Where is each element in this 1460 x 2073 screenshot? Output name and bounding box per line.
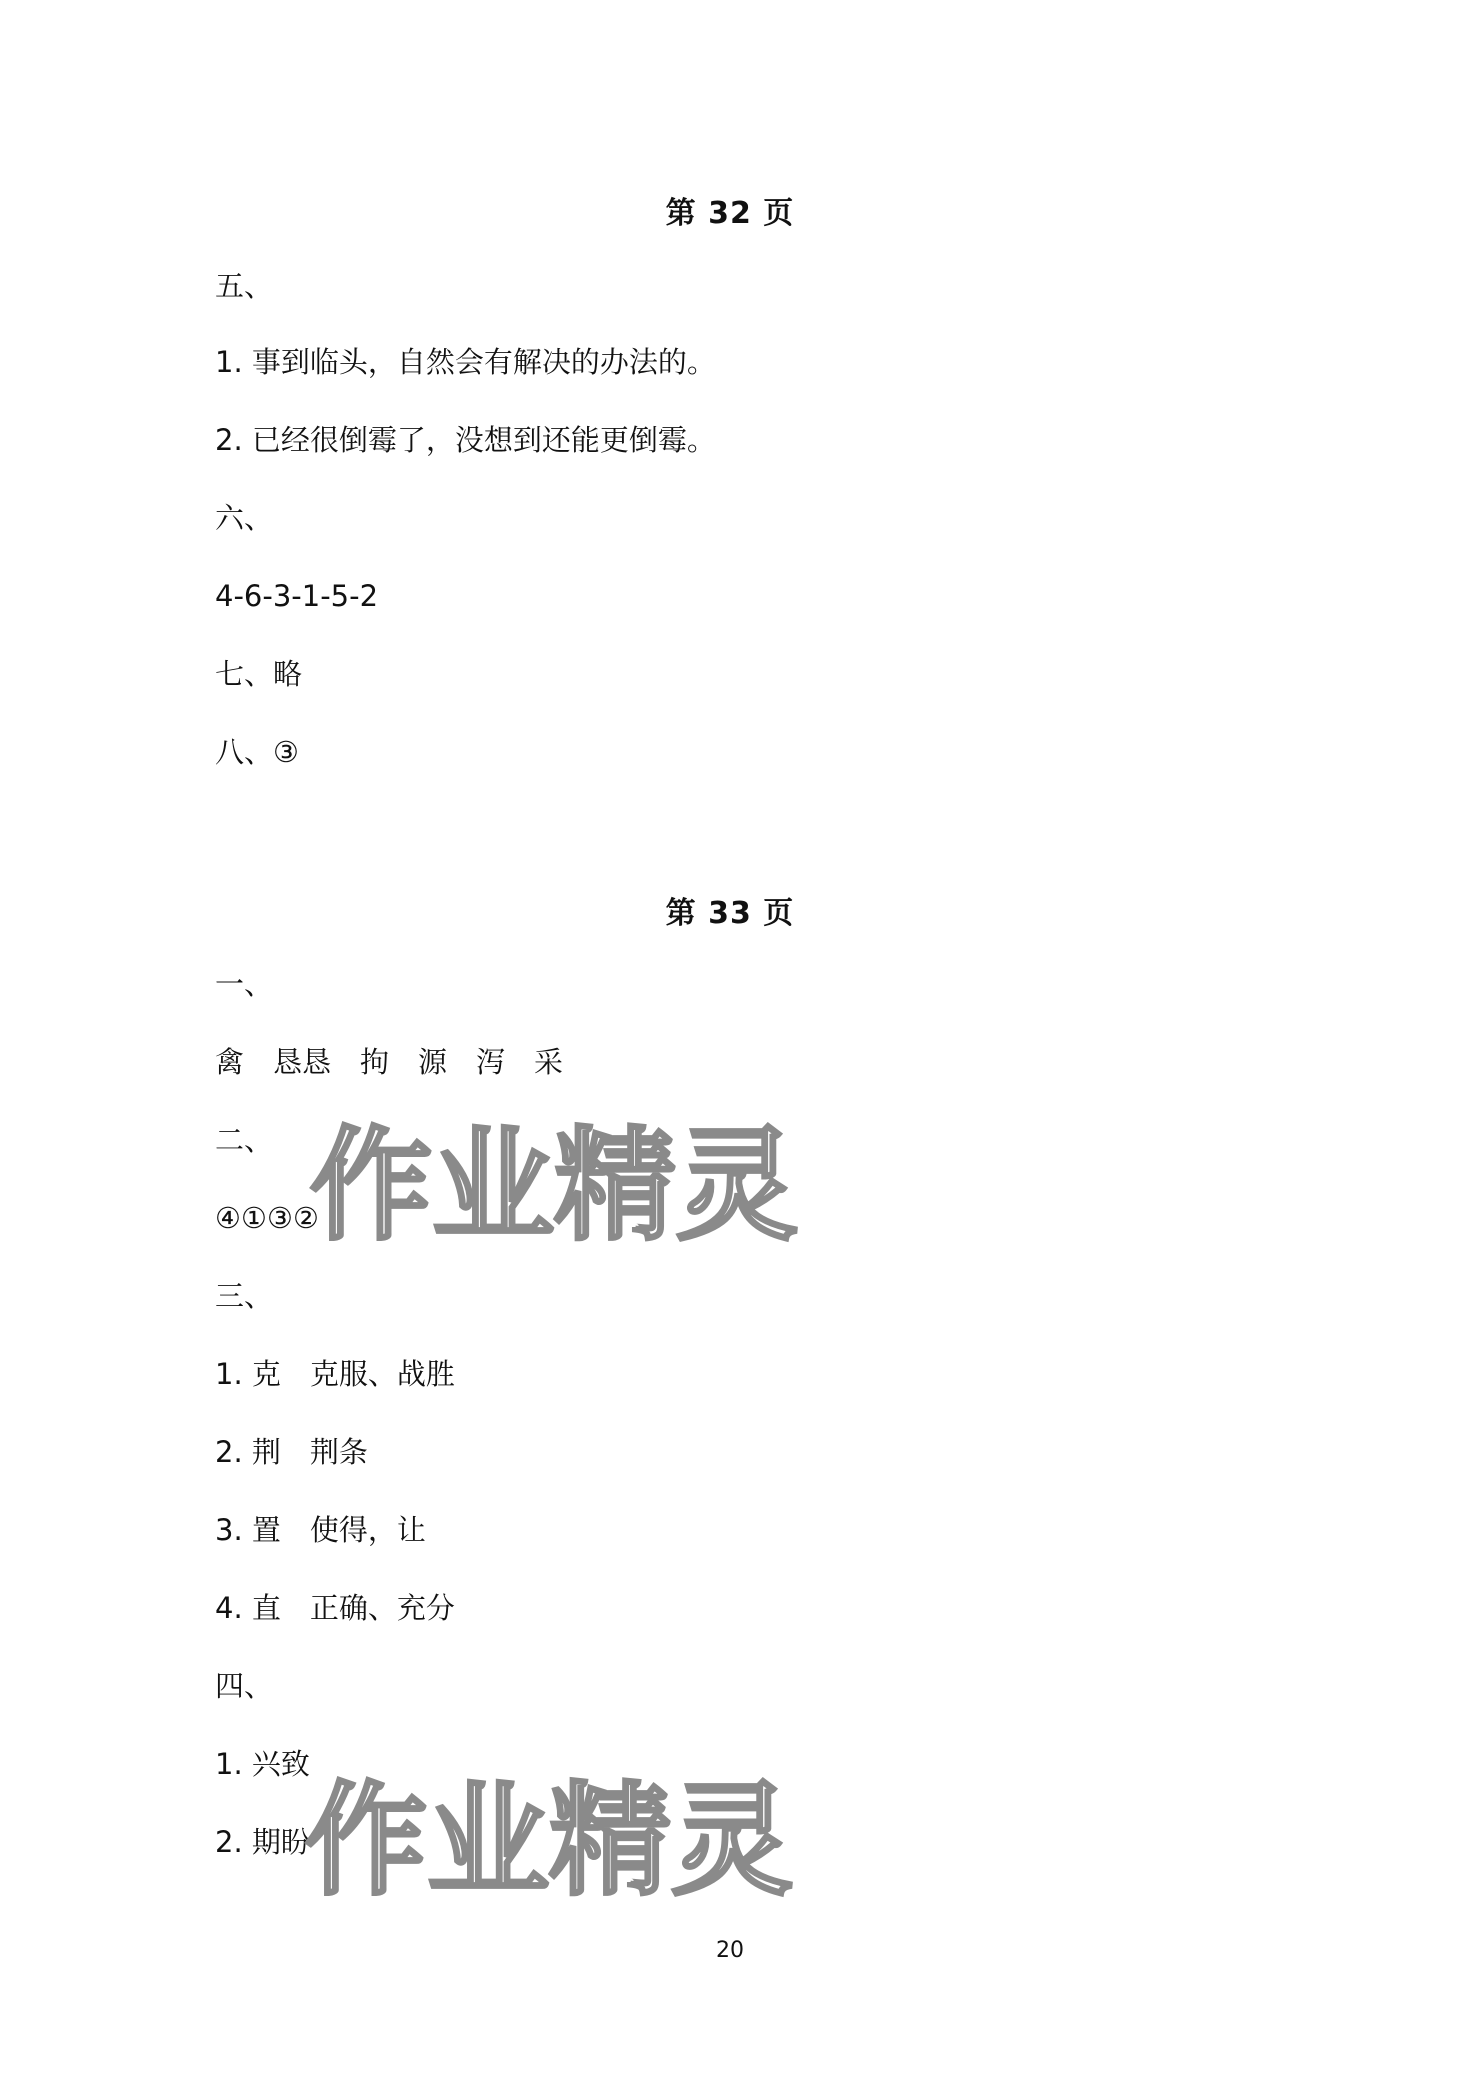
answer-line: 一、 bbox=[215, 967, 274, 1001]
answer-line: 1. 克 克服、战胜 bbox=[215, 1357, 455, 1391]
watermark bbox=[300, 1110, 860, 1250]
page-number: 20 bbox=[716, 1938, 744, 1963]
answer-line: 六、 bbox=[215, 501, 274, 535]
answer-line: 3. 置 使得，让 bbox=[215, 1513, 426, 1547]
answer-line: 2. 荆 荆条 bbox=[215, 1435, 368, 1469]
answer-line: 三、 bbox=[215, 1279, 274, 1313]
answer-line: 七、略 bbox=[215, 657, 303, 691]
answer-line: 2. 期盼 bbox=[215, 1825, 310, 1859]
answer-line: 4. 直 正确、充分 bbox=[215, 1591, 455, 1625]
answer-line: 4-6-3-1-5-2 bbox=[215, 579, 379, 613]
answer-line: 八、③ bbox=[215, 735, 299, 769]
section-heading-p33: 第 33 页 bbox=[665, 896, 795, 931]
answer-line: ④①③② bbox=[215, 1201, 319, 1235]
section-heading-p32: 第 32 页 bbox=[665, 196, 795, 231]
answer-line: 禽 恳恳 拘 源 泻 采 bbox=[215, 1045, 564, 1079]
answer-line: 1. 兴致 bbox=[215, 1747, 310, 1781]
answer-line: 四、 bbox=[215, 1669, 274, 1703]
answer-line: 2. 已经很倒霉了，没想到还能更倒霉。 bbox=[215, 423, 716, 457]
answer-line: 五、 bbox=[215, 269, 274, 303]
answer-line: 1. 事到临头，自然会有解决的办法的。 bbox=[215, 345, 716, 379]
watermark-text: 作业精灵 bbox=[310, 1115, 798, 1250]
watermark-text: 作业精灵 bbox=[305, 1770, 793, 1905]
watermark bbox=[295, 1765, 855, 1905]
answer-line: 二、 bbox=[215, 1123, 274, 1157]
